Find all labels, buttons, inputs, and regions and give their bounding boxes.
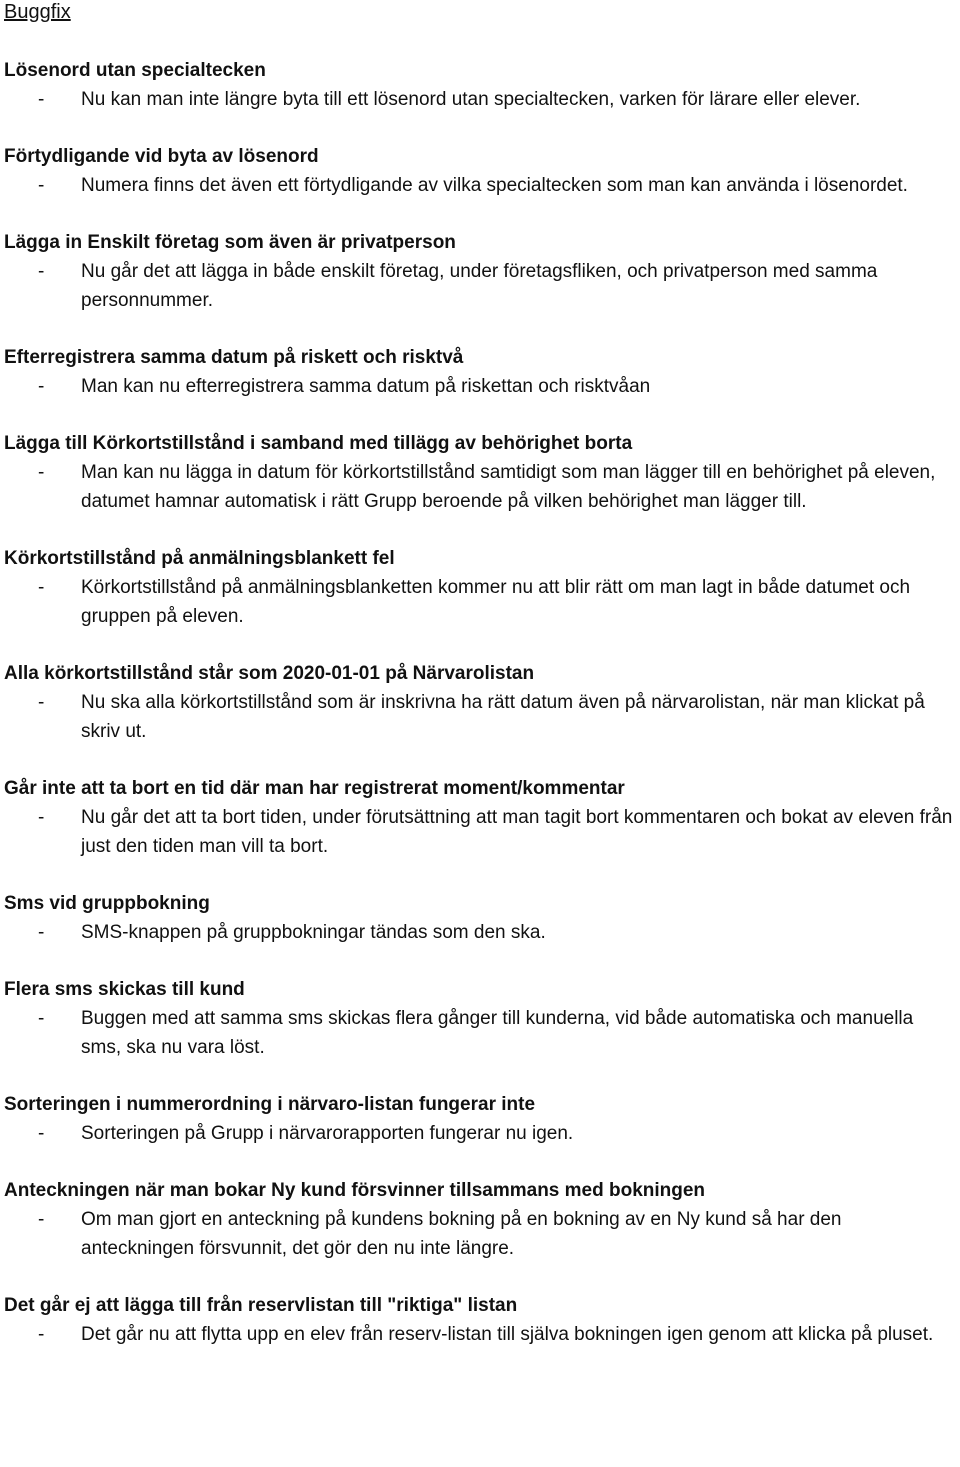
- bullet-text: Buggen med att samma sms skickas flera gånger till kunderna, vid både automatiska och manuella sms, ska nu vara löst.: [81, 1008, 914, 1058]
- section-heading: Flera sms skickas till kund: [4, 979, 245, 1000]
- dash-bullet-icon: -: [38, 1123, 45, 1144]
- section-fortydligande-losenord: [4, 142, 960, 200]
- bullet-text: Nu går det att ta bort tiden, under förutsättning att man tagit bort kommentaren och bokat av eleven från just den tiden man vill ta bort.: [81, 807, 953, 857]
- bullet-item: [4, 85, 960, 114]
- document: [4, 0, 960, 1377]
- bullet-text: Körkortstillstånd på anmälningsblanketten kommer nu att blir rätt om man lagt in både datumet och gruppen på eleven.: [81, 577, 911, 627]
- section-anteckning-ny-kund: [4, 1176, 960, 1263]
- section-heading: Efterregistrera samma datum på riskett och risktvå: [4, 347, 464, 368]
- dash-bullet-icon: -: [38, 261, 45, 282]
- bullet-text: Nu kan man inte längre byta till ett lösenord utan specialtecken, varken för lärare eller elever.: [81, 89, 861, 110]
- bullet-text: Om man gjort en anteckning på kundens bokning på en bokning av en Ny kund så har den anteckningen försvunnit, det gör den nu inte längre.: [81, 1209, 842, 1259]
- document-title: Buggfix: [4, 1, 71, 23]
- section-efterregistrera: [4, 343, 960, 401]
- bullet-item: [4, 1119, 960, 1148]
- section-heading: Anteckningen när man bokar Ny kund försvinner tillsammans med bokningen: [4, 1180, 706, 1201]
- dash-bullet-icon: -: [38, 692, 45, 713]
- dash-bullet-icon: -: [38, 462, 45, 483]
- bullet-text: Det går nu att flytta upp en elev från reserv-listan till själva bokningen igen genom att klicka på pluset.: [81, 1324, 934, 1345]
- bullet-text: Man kan nu efterregistrera samma datum på riskettan och risktvåan: [81, 376, 651, 397]
- section-heading: Sorteringen i nummerordning i närvaro-listan fungerar inte: [4, 1094, 536, 1115]
- section-heading: Lägga till Körkortstillstånd i samband med tillägg av behörighet borta: [4, 433, 633, 454]
- dash-bullet-icon: -: [38, 89, 45, 110]
- bullet-item: [4, 573, 960, 631]
- bullet-item: [4, 1004, 960, 1062]
- bullet-text: Nu ska alla körkortstillstånd som är inskrivna ha rätt datum även på närvarolistan, när man klickat på skriv ut.: [81, 692, 925, 742]
- bullet-item: [4, 372, 960, 401]
- section-heading: Går inte att ta bort en tid där man har registrerat moment/kommentar: [4, 778, 625, 799]
- bullet-text: Numera finns det även ett förtydligande av vilka specialtecken som man kan använda i lösenordet.: [81, 175, 908, 196]
- section-reservlistan: [4, 1291, 960, 1349]
- section-heading: Det går ej att lägga till från reservlistan till "riktiga" listan: [4, 1295, 518, 1316]
- section-narvarolistan-datum: [4, 659, 960, 746]
- dash-bullet-icon: -: [38, 577, 45, 598]
- section-heading: Lösenord utan specialtecken: [4, 60, 266, 81]
- dash-bullet-icon: -: [38, 807, 45, 828]
- dash-bullet-icon: -: [38, 376, 45, 397]
- bullet-item: [4, 171, 960, 200]
- bullet-text: SMS-knappen på gruppbokningar tändas som den ska.: [81, 922, 546, 943]
- bullet-item: [4, 458, 960, 516]
- dash-bullet-icon: -: [38, 1324, 45, 1345]
- section-sortering-narvaro: [4, 1090, 960, 1148]
- bullet-text: Sorteringen på Grupp i närvarorapporten fungerar nu igen.: [81, 1123, 574, 1144]
- bullet-item: [4, 1320, 960, 1349]
- dash-bullet-icon: -: [38, 922, 45, 943]
- section-heading: Körkortstillstånd på anmälningsblankett fel: [4, 548, 395, 569]
- section-sms-gruppbokning: [4, 889, 960, 947]
- dash-bullet-icon: -: [38, 1008, 45, 1029]
- section-heading: Alla körkortstillstånd står som 2020-01-01 på Närvarolistan: [4, 663, 535, 684]
- bullet-text: Man kan nu lägga in datum för körkortstillstånd samtidigt som man lägger till en behörighet på eleven, datumet hamnar automatisk i rätt Grupp beroende på vilken behörighet man lägger till.: [81, 462, 936, 512]
- bullet-item: [4, 688, 960, 746]
- section-korkortstillstand-behorighet: [4, 429, 960, 516]
- dash-bullet-icon: -: [38, 1209, 45, 1230]
- section-heading: Förtydligande vid byta av lösenord: [4, 146, 319, 167]
- section-heading: Sms vid gruppbokning: [4, 893, 210, 914]
- bullet-text: Nu går det att lägga in både enskilt företag, under företagsfliken, och privatperson med samma personnummer.: [81, 261, 878, 311]
- section-heading: Lägga in Enskilt företag som även är privatperson: [4, 232, 456, 253]
- bullet-item: [4, 1205, 960, 1263]
- section-flera-sms: [4, 975, 960, 1062]
- bullet-item: [4, 918, 960, 947]
- bullet-item: [4, 803, 960, 861]
- section-losenord-utan-specialtecken: [4, 56, 960, 114]
- bullet-item: [4, 257, 960, 315]
- section-ta-bort-tid: [4, 774, 960, 861]
- dash-bullet-icon: -: [38, 175, 45, 196]
- section-enskilt-foretag: [4, 228, 960, 315]
- section-anmalningsblankett: [4, 544, 960, 631]
